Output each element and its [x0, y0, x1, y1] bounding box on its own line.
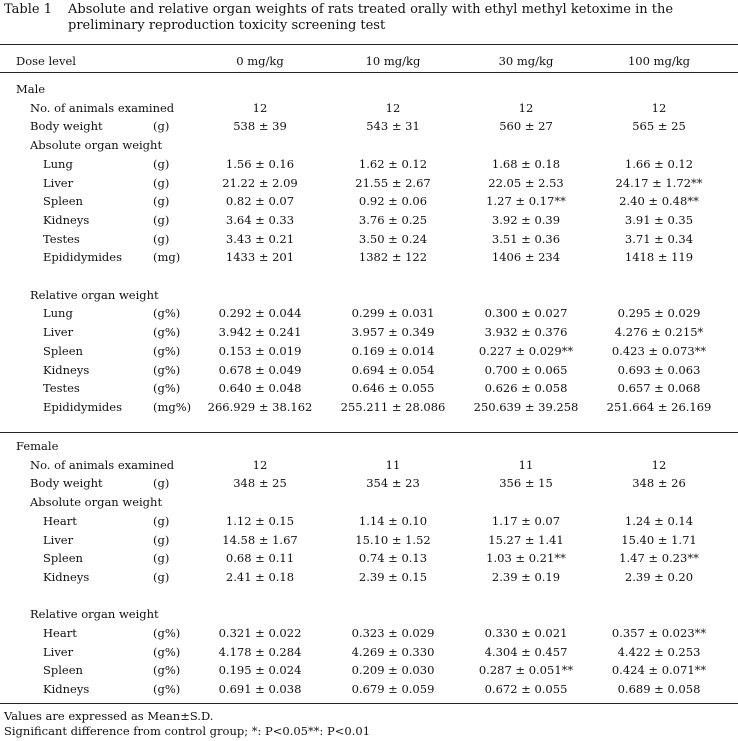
value-cell: 0.195 ± 0.024	[218, 663, 302, 678]
table-row	[0, 493, 738, 511]
subsection-label: Relative organ weight	[30, 287, 159, 302]
value-cell: 0.646 ± 0.055	[351, 381, 435, 396]
top-rule	[0, 44, 738, 45]
unit-label: (g%)	[153, 682, 181, 697]
dose-header-0: 0 mg/kg	[236, 54, 284, 68]
value-cell: 0.700 ± 0.065	[484, 362, 568, 377]
table-row	[0, 99, 738, 117]
table-row	[0, 192, 738, 210]
table-row	[0, 230, 738, 248]
value-cell: 0.678 ± 0.049	[218, 362, 302, 377]
value-cell: 1.24 ± 0.14	[624, 513, 694, 528]
value-cell: 21.55 ± 2.67	[355, 175, 431, 190]
value-cell: 0.321 ± 0.022	[218, 626, 302, 640]
section-rule	[0, 432, 738, 433]
value-cell: 1.47 ± 0.23**	[619, 551, 699, 566]
table-row	[0, 211, 738, 229]
value-cell: 0.92 ± 0.06	[358, 194, 428, 209]
value-cell: 3.43 ± 0.21	[225, 231, 295, 246]
value-cell: 0.330 ± 0.021	[484, 626, 568, 640]
value-cell: 0.300 ± 0.027	[484, 306, 568, 321]
table-row	[0, 136, 738, 154]
value-cell: 3.91 ± 0.35	[624, 212, 694, 227]
value-cell: 0.640 ± 0.048	[218, 381, 302, 396]
value-cell: 3.92 ± 0.39	[491, 212, 561, 227]
organ-label: Spleen	[43, 194, 83, 209]
unit-label: (mg)	[153, 250, 181, 265]
value-cell: 250.639 ± 39.258	[473, 399, 579, 414]
unit-label: (g%)	[153, 644, 181, 659]
dose-header-3: 100 mg/kg	[627, 54, 691, 68]
value-cell: 538 ± 39	[233, 119, 287, 134]
organ-label: Testes	[43, 231, 80, 246]
value-cell: 3.64 ± 0.33	[225, 212, 295, 227]
value-cell: 2.39 ± 0.20	[624, 569, 694, 584]
table-row	[0, 456, 738, 474]
female-section-label	[0, 437, 738, 455]
footnote-1: Values are expressed as Mean±S.D.	[4, 709, 214, 723]
unit-label: (g)	[153, 476, 170, 491]
value-cell: 1.03 ± 0.21**	[486, 551, 566, 566]
value-cell: 15.40 ± 1.71	[621, 532, 697, 547]
value-cell: 266.929 ± 38.162	[207, 399, 313, 414]
value-cell: 1.17 ± 0.07	[491, 513, 561, 528]
footnote-2: Significant difference from control group; *: P<0.05**: P<0.01	[4, 724, 371, 738]
organ-label: Kidneys	[43, 362, 90, 377]
value-cell: 0.295 ± 0.029	[617, 306, 701, 321]
value-cell: 0.357 ± 0.023**	[611, 626, 707, 640]
dose-header-2: 30 mg/kg	[498, 54, 554, 68]
organ-label: Spleen	[43, 663, 83, 678]
subsection-label: Absolute organ weight	[30, 138, 163, 153]
table-row	[0, 643, 738, 661]
unit-label: (g%)	[153, 343, 181, 358]
value-cell: 21.22 ± 2.09	[222, 175, 298, 190]
value-cell: 0.626 ± 0.058	[484, 381, 568, 396]
organ-label: Kidneys	[43, 682, 90, 697]
value-cell: 3.50 ± 0.24	[358, 231, 428, 246]
unit-label: (g)	[153, 212, 170, 227]
value-cell: 0.74 ± 0.13	[358, 551, 428, 566]
value-cell: 0.292 ± 0.044	[218, 306, 302, 321]
male-section-label	[0, 80, 738, 98]
value-cell: 14.58 ± 1.67	[222, 532, 298, 547]
unit-label: (g%)	[153, 626, 181, 640]
value-cell: 1.14 ± 0.10	[358, 513, 428, 528]
value-cell: 0.299 ± 0.031	[351, 306, 435, 321]
header-row	[0, 52, 738, 70]
unit-label: (g)	[153, 175, 170, 190]
value-cell: 255.211 ± 28.086	[340, 399, 446, 414]
unit-label: (g%)	[153, 325, 181, 340]
value-cell: 0.209 ± 0.030	[351, 663, 435, 678]
value-cell: 1.68 ± 0.18	[491, 156, 561, 171]
value-cell: 251.664 ± 26.169	[606, 399, 712, 414]
value-cell: 1.12 ± 0.15	[225, 513, 295, 528]
table-row	[0, 342, 738, 360]
unit-label: (g%)	[153, 663, 181, 678]
table-label: Table 1	[4, 2, 52, 17]
table-row	[0, 398, 738, 416]
value-cell: 4.422 ± 0.253	[617, 644, 701, 659]
value-cell: 3.942 ± 0.241	[218, 325, 302, 340]
sex-label: Female	[16, 439, 59, 453]
value-cell: 1418 ± 119	[624, 250, 694, 265]
organ-label: Kidneys	[43, 212, 90, 227]
value-cell: 0.227 ± 0.029**	[478, 343, 574, 358]
sex-label: Male	[16, 82, 46, 96]
table-title: Absolute and relative organ weights of rats treated orally with ethyl methyl ketoxime in the preliminary reproduction toxicity screening test	[68, 2, 674, 33]
organ-label: Spleen	[43, 551, 83, 566]
value-cell: 4.269 ± 0.330	[351, 644, 435, 659]
table-row	[0, 155, 738, 173]
unit-label: (g%)	[153, 306, 181, 321]
value-cell: 1433 ± 201	[225, 250, 295, 265]
table-row	[0, 286, 738, 304]
value-cell: 12	[385, 100, 401, 115]
value-cell: 11	[385, 457, 401, 472]
row-label: No. of animals examined	[30, 457, 175, 472]
value-cell: 3.76 ± 0.25	[358, 212, 428, 227]
table-row	[0, 379, 738, 397]
organ-label: Liver	[43, 532, 74, 547]
header-rule	[0, 72, 738, 73]
organ-label: Liver	[43, 644, 74, 659]
value-cell: 0.82 ± 0.07	[225, 194, 295, 209]
value-cell: 11	[518, 457, 534, 472]
row-label: Body weight	[30, 476, 103, 491]
value-cell: 3.932 ± 0.376	[484, 325, 568, 340]
value-cell: 4.178 ± 0.284	[218, 644, 302, 659]
value-cell: 0.694 ± 0.054	[351, 362, 435, 377]
value-cell: 1.62 ± 0.12	[358, 156, 428, 171]
value-cell: 0.423 ± 0.073**	[611, 343, 707, 358]
value-cell: 2.39 ± 0.15	[358, 569, 428, 584]
table-row	[0, 568, 738, 586]
value-cell: 0.323 ± 0.029	[351, 626, 435, 640]
value-cell: 1.27 ± 0.17**	[486, 194, 566, 209]
value-cell: 543 ± 31	[366, 119, 420, 134]
organ-label: Epididymides	[43, 399, 122, 414]
value-cell: 0.672 ± 0.055	[484, 682, 568, 697]
value-cell: 12	[252, 457, 268, 472]
organ-label: Lung	[43, 306, 73, 321]
value-cell: 348 ± 25	[233, 476, 287, 491]
value-cell: 0.679 ± 0.059	[351, 682, 435, 697]
dose-level-header: Dose level	[16, 54, 76, 68]
unit-label: (g%)	[153, 362, 181, 377]
value-cell: 348 ± 26	[632, 476, 686, 491]
unit-label: (mg%)	[153, 399, 192, 414]
organ-label: Epididymides	[43, 250, 122, 265]
bottom-rule	[0, 703, 738, 704]
table-row	[0, 323, 738, 341]
value-cell: 0.68 ± 0.11	[225, 551, 295, 566]
value-cell: 2.40 ± 0.48**	[619, 194, 699, 209]
value-cell: 0.693 ± 0.063	[617, 362, 701, 377]
organ-label: Kidneys	[43, 569, 90, 584]
value-cell: 12	[518, 100, 534, 115]
value-cell: 0.153 ± 0.019	[218, 343, 302, 358]
value-cell: 22.05 ± 2.53	[488, 175, 564, 190]
value-cell: 0.424 ± 0.071**	[611, 663, 707, 678]
value-cell: 2.39 ± 0.19	[491, 569, 561, 584]
unit-label: (g%)	[153, 381, 181, 396]
table-row	[0, 531, 738, 549]
table-row	[0, 624, 738, 642]
unit-label: (g)	[153, 569, 170, 584]
table-row	[0, 248, 738, 266]
value-cell: 24.17 ± 1.72**	[615, 175, 703, 190]
table-row	[0, 361, 738, 379]
table-row	[0, 680, 738, 698]
value-cell: 2.41 ± 0.18	[225, 569, 295, 584]
unit-label: (g)	[153, 231, 170, 246]
value-cell: 1.56 ± 0.16	[225, 156, 295, 171]
value-cell: 12	[651, 100, 667, 115]
unit-label: (g)	[153, 194, 170, 209]
value-cell: 565 ± 25	[632, 119, 686, 134]
value-cell: 3.51 ± 0.36	[491, 231, 561, 246]
value-cell: 3.957 ± 0.349	[351, 325, 435, 340]
value-cell: 15.27 ± 1.41	[488, 532, 564, 547]
value-cell: 356 ± 15	[499, 476, 553, 491]
subsection-label: Relative organ weight	[30, 607, 159, 622]
value-cell: 1406 ± 234	[491, 250, 561, 265]
organ-label: Testes	[43, 381, 80, 396]
organ-label: Liver	[43, 175, 74, 190]
organ-label: Heart	[43, 513, 77, 528]
table-row	[0, 549, 738, 567]
table-row	[0, 474, 738, 492]
value-cell: 0.691 ± 0.038	[218, 682, 302, 697]
value-cell: 560 ± 27	[499, 119, 553, 134]
row-label: Body weight	[30, 119, 103, 134]
organ-label: Liver	[43, 325, 74, 340]
organ-label: Heart	[43, 626, 77, 640]
unit-label: (g)	[153, 119, 170, 134]
value-cell: 0.169 ± 0.014	[351, 343, 435, 358]
value-cell: 0.287 ± 0.051**	[478, 663, 574, 678]
value-cell: 12	[252, 100, 268, 115]
value-cell: 4.304 ± 0.457	[484, 644, 568, 659]
value-cell: 3.71 ± 0.34	[624, 231, 694, 246]
unit-label: (g)	[153, 156, 170, 171]
table-row	[0, 117, 738, 135]
unit-label: (g)	[153, 551, 170, 566]
table-row	[0, 661, 738, 679]
value-cell: 1.66 ± 0.12	[624, 156, 694, 171]
unit-label: (g)	[153, 513, 170, 528]
organ-label: Spleen	[43, 343, 83, 358]
subsection-label: Absolute organ weight	[30, 495, 163, 510]
table-row	[0, 304, 738, 322]
value-cell: 0.689 ± 0.058	[617, 682, 701, 697]
value-cell: 0.657 ± 0.068	[617, 381, 701, 396]
value-cell: 4.276 ± 0.215*	[614, 325, 704, 340]
value-cell: 354 ± 23	[366, 476, 420, 491]
value-cell: 15.10 ± 1.52	[355, 532, 431, 547]
table-row	[0, 605, 738, 623]
table-row	[0, 512, 738, 530]
dose-header-1: 10 mg/kg	[365, 54, 421, 68]
value-cell: 1382 ± 122	[358, 250, 428, 265]
value-cell: 12	[651, 457, 667, 472]
table-row	[0, 174, 738, 192]
row-label: No. of animals examined	[30, 100, 175, 115]
unit-label: (g)	[153, 532, 170, 547]
organ-label: Lung	[43, 156, 73, 171]
